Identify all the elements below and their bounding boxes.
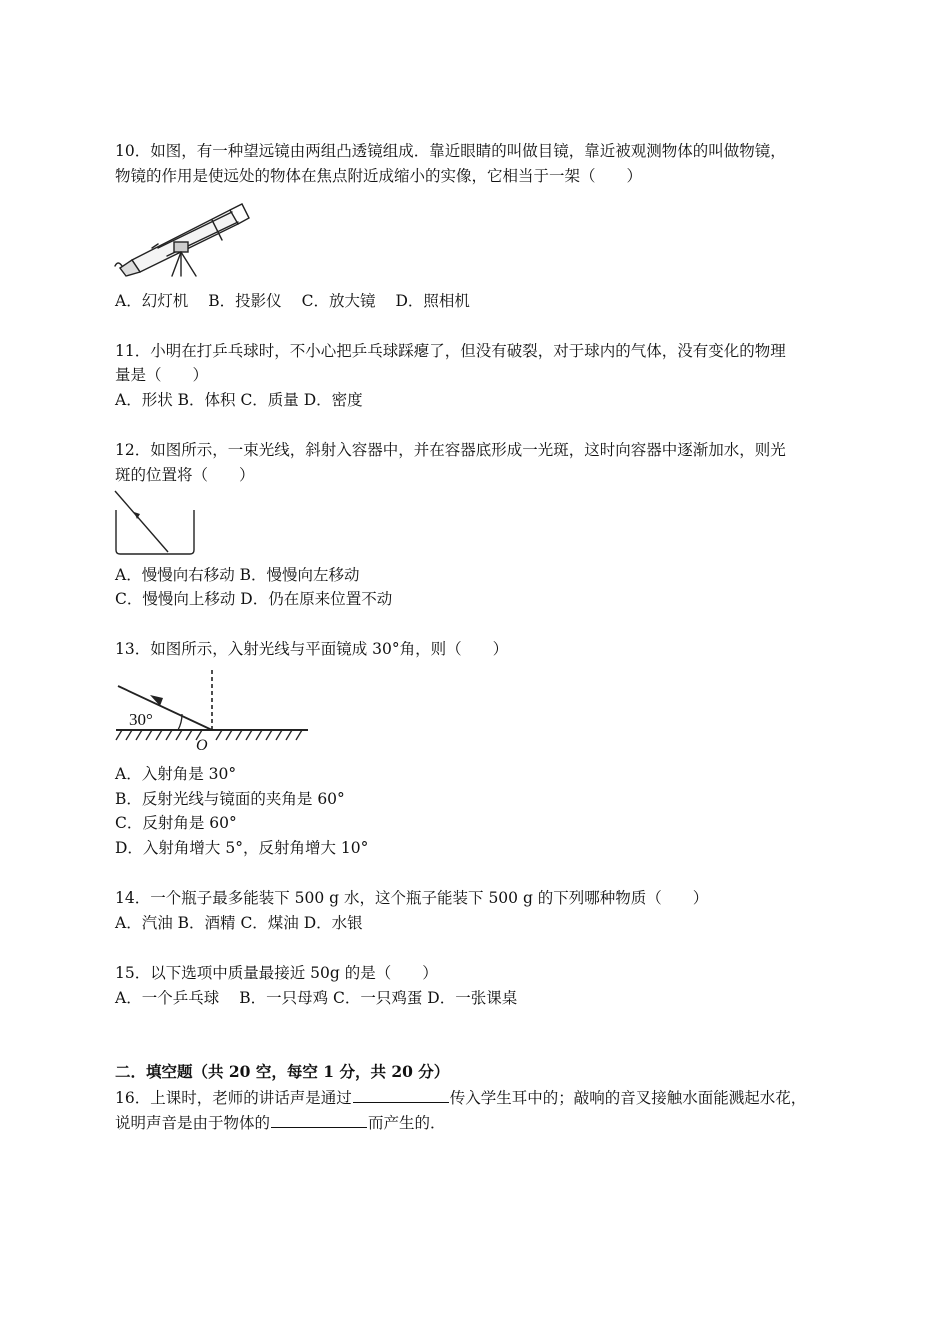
q16-text-2: 传入学生耳中的；敲响的音叉接触水面能溅起水花， [449,1089,807,1107]
point-o-label: O [196,737,208,754]
q10-option-b[interactable]: B．投影仪 [208,292,282,310]
q12-stem-line2: 斑的位置将（ ） [115,466,255,484]
section2-heading: 二．填空题（共 20 空，每空 1 分，共 20 分） [115,1062,450,1081]
q10-stem-line2: 物镜的作用是使远处的物体在焦点附近成缩小的实像，它相当于一架（ ） [115,167,643,185]
telescope-figure [112,196,254,278]
q10-option-a[interactable]: A．幻灯机 [115,292,189,310]
container-light-figure [112,488,202,560]
q10-stem-line1: 10．如图，有一种望远镜由两组凸透镜组成．靠近眼睛的叫做目镜，靠近被观测物体的叫做物镜， [115,142,786,160]
q10-option-c[interactable]: C．放大镜 [301,292,376,310]
q16-line1 [115,1087,806,1108]
q15-options [115,988,517,1008]
q11-stem-line1: 11．小明在打乒乓球时，不小心把乒乓球踩瘪了，但没有破裂，对于球内的气体，没有变化的物理 [115,342,786,360]
q12-stem-line1: 12．如图所示，一束光线，斜射入容器中，并在容器底形成一光斑，这时向容器中逐渐加水，则光 [115,441,786,459]
q16-line2 [115,1112,446,1133]
q16-blank-1[interactable] [353,1087,449,1103]
q13-option-d[interactable]: D．入射角增大 5°，反射角增大 10° [115,839,369,857]
q11-stem-line2: 量是（ ） [115,366,209,384]
q13-option-b[interactable]: B．反射光线与镜面的夹角是 60° [115,790,345,808]
q16-text-1: 16．上课时，老师的讲话声是通过 [115,1089,352,1107]
q16-blank-2[interactable] [271,1112,367,1128]
q10-options [115,291,470,311]
q15-stem: 15．以下选项中质量最接近 50g 的是（ ） [115,964,438,982]
angle-label: 30° [129,710,153,729]
q10-option-d[interactable]: D．照相机 [395,292,470,310]
q12-options-line2[interactable]: C．慢慢向上移动 D．仍在原来位置不动 [115,590,393,608]
q13-stem: 13．如图所示，入射光线与平面镜成 30°角，则（ ） [115,640,509,658]
q16-text-4: 而产生的． [368,1114,446,1132]
q14-options[interactable]: A．汽油 B．酒精 C．煤油 D．水银 [115,914,363,932]
q16-text-3: 说明声音是由于物体的 [115,1114,271,1132]
q11-options[interactable]: A．形状 B．体积 C．质量 D．密度 [115,391,363,409]
q15-option-a[interactable]: A．一个乒乓球 [115,989,220,1007]
mirror-reflection-figure [112,668,312,754]
q12-options-line1[interactable]: A．慢慢向右移动 B．慢慢向左移动 [115,566,360,584]
q13-option-a[interactable]: A．入射角是 30° [115,765,237,783]
q13-option-c[interactable]: C．反射角是 60° [115,814,237,832]
q14-stem: 14．一个瓶子最多能装下 500 g 水，这个瓶子能装下 500 g 的下列哪种物质（ ） [115,889,709,907]
q15-options-bcd[interactable]: B．一只母鸡 C．一只鸡蛋 D．一张课桌 [239,989,518,1007]
